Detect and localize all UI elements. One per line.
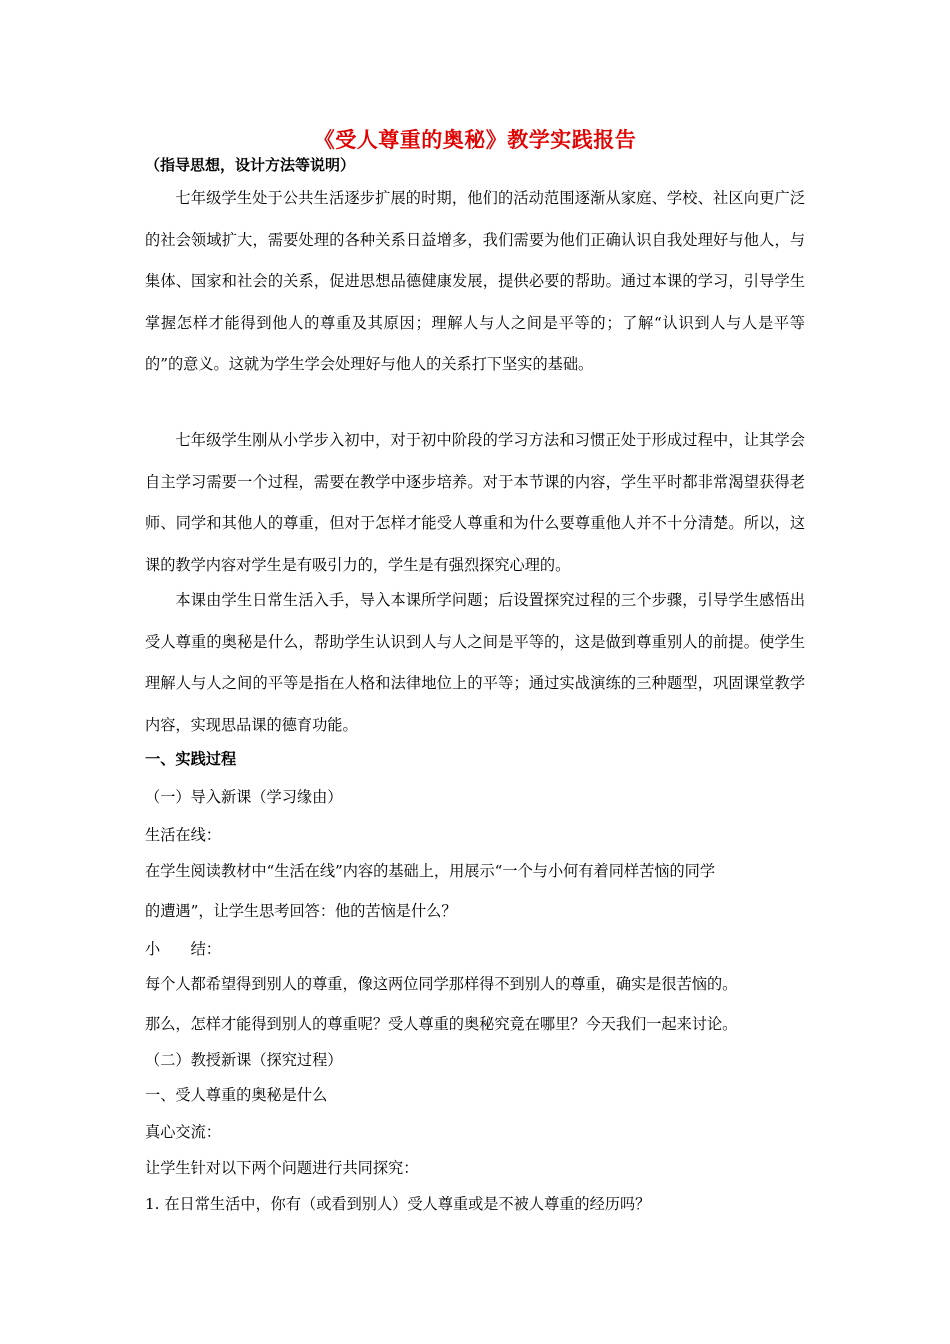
paragraph-2: 七年级学生刚从小学步入初中，对于初中阶段的学习方法和习惯正处于形成过程中，让其学会自主学习需要一个过程，需要在教学中逐步培养。对于本节课的内容，学生平时都非常渴望获得老师、同学和其他人的尊重，但对于怎样才能受人尊重和为什么要尊重他人并不十分清楚。所以，这课的教学内容对学生是有吸引力的，学生是有强烈探究心理的。 — [145, 431, 805, 574]
part-heading-secret: 一、受人尊重的奥秘是什么 — [145, 1086, 328, 1104]
summary-label: 小 结： — [145, 940, 221, 958]
question-1: 1. 在日常生活中，你有（或看到别人）受人尊重或是不被人尊重的经历吗？ — [145, 1195, 651, 1213]
summary-text-line-2: 那么，怎样才能得到别人的尊重呢？受人尊重的奥秘究竟在哪里？今天我们一起来讨论。 — [145, 1015, 738, 1033]
section-heading-practice: 一、实践过程 — [145, 750, 237, 768]
exchange-label: 真心交流： — [145, 1123, 221, 1141]
exchange-intro: 让学生针对以下两个问题进行共同探究： — [145, 1159, 419, 1177]
life-online-text-line-2: 的遭遇”，让学生思考回答：他的苦恼是什么？ — [145, 902, 457, 920]
life-online-text-line-1: 在学生阅读教材中“生活在线”内容的基础上，用展示“一个与小何有着同样苦恼的同学 — [145, 862, 716, 880]
document-title: 《受人尊重的奥秘》教学实践报告 — [313, 127, 637, 152]
paragraph-1: 七年级学生处于公共生活逐步扩展的时期，他们的活动范围逐渐从家庭、学校、社区向更广泛的社会领域扩大，需要处理的各种关系日益增多，我们需要为他们正确认识自我处理好与他人，与集体、国家和社会的关系，促进思想品德健康发展，提供必要的帮助。通过本课的学习，引导学生掌握怎样才能得到他人的尊重及其原因；理解人与人之间是平等的；了解“认识到人与人是平等的”的意义。这就为学生学会处理好与他人的关系打下坚实的基础。 — [145, 189, 805, 373]
life-online-label: 生活在线： — [145, 826, 221, 844]
sub-heading-intro: （一）导入新课（学习缘由） — [145, 788, 343, 806]
document-subtitle: （指导思想，设计方法等说明） — [145, 156, 356, 174]
summary-text-line-1: 每个人都希望得到别人的尊重，像这两位同学那样得不到别人的尊重，确实是很苦恼的。 — [145, 975, 738, 993]
paragraph-3: 本课由学生日常生活入手，导入本课所学问题；后设置探究过程的三个步骤，引导学生感悟出受人尊重的奥秘是什么，帮助学生认识到人与人之间是平等的，这是做到尊重别人的前提。使学生理解人与人之间的平等是指在人格和法律地位上的平等；通过实战演练的三种题型，巩固课堂教学内容，实现思品课的德育功能。 — [145, 591, 805, 734]
sub-heading-teaching: （二）教授新课（探究过程） — [145, 1051, 343, 1069]
